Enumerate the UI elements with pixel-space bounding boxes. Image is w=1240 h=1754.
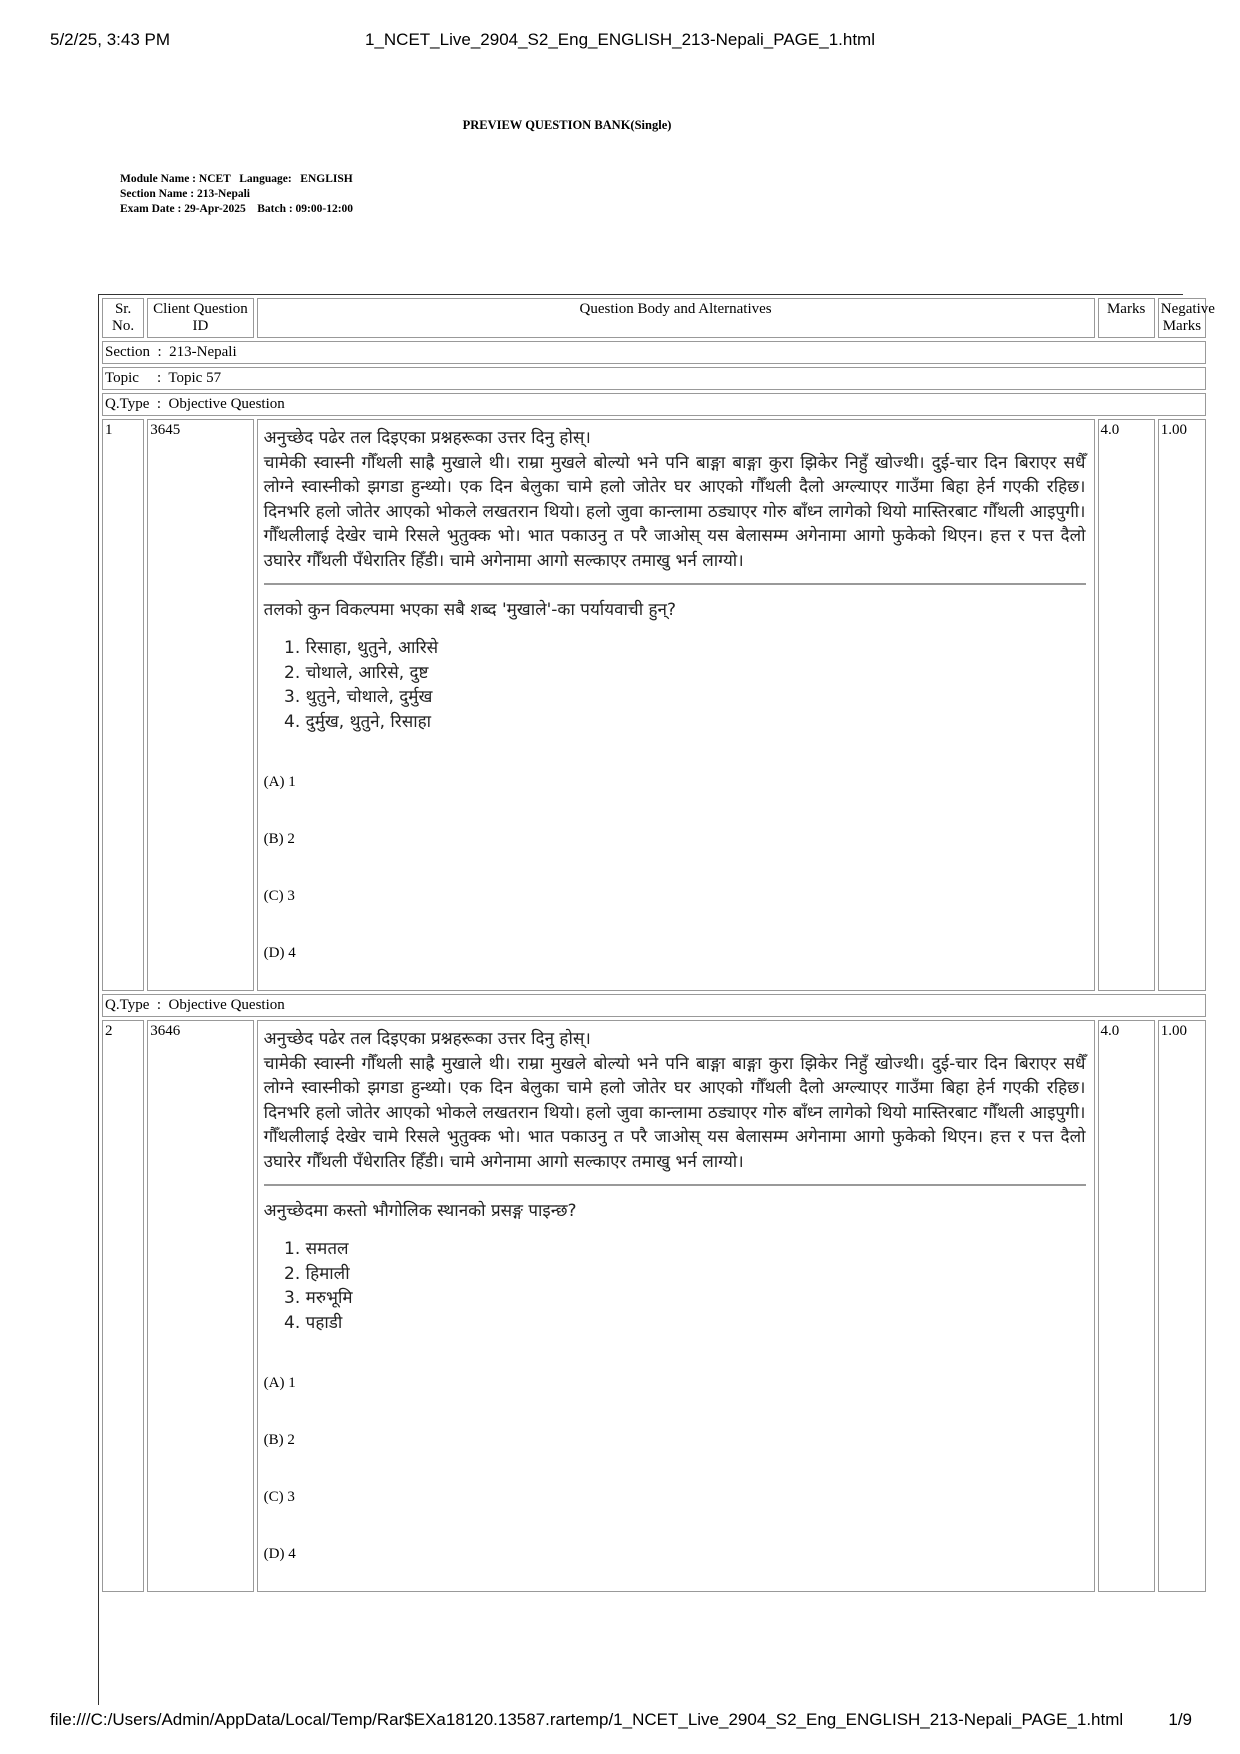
question-body (257, 1020, 1095, 1592)
header-negative-marks: Negative Marks (1158, 298, 1206, 338)
section-label: Section : 213-Nepali (102, 341, 1206, 364)
option-list (264, 636, 1086, 734)
alternative-b: (B) 2 (263, 831, 295, 847)
alternative-d: (D) 4 (263, 945, 296, 961)
question-negative-marks: 1.00 (1158, 419, 1206, 991)
header-client-question-id: Client Question ID (147, 298, 253, 338)
question-client-id: 3646 (147, 1020, 253, 1592)
qtype-row (102, 393, 1206, 416)
question-passage (264, 1027, 1086, 1174)
question-marks: 4.0 (1098, 419, 1155, 991)
header-sr-no: Sr. No. (102, 298, 144, 338)
question-marks: 4.0 (1098, 1020, 1155, 1592)
question-body (257, 419, 1095, 991)
alternative-c: (C) 3 (263, 888, 295, 904)
passage-intro: अनुच्छेद पढेर तल दिइएका प्रश्नहरूका उत्तर दिनु होस्। (263, 428, 591, 448)
header-question-body: Question Body and Alternatives (257, 298, 1095, 338)
qtype-label: Q.Type : Objective Question (102, 393, 1206, 416)
print-datetime: 5/2/25, 3:43 PM (50, 30, 171, 49)
option-item: 1. समतल (306, 1237, 1086, 1262)
divider (264, 583, 1086, 585)
alternative-b: (B) 2 (263, 1432, 295, 1448)
passage-text: चामेकी स्वास्नी गौँथली साह्रै मुखाले थी। राम्रा मुखले बोल्यो भने पनि बाङ्गा बाङ्गा कुरा झिकेर निहुँ खोज्थी। दुई-चार दिन बिराएर सधैँ लोग्ने स्वास्नीको झगडा हुन्थ्यो। एक दिन बेलुका चामे हलो जोतेर घर आएको गौँथली दैलो अग्ल्याएर गाउँमा बिहा हेर्न गएकी रहिछ। दिनभरि हलो जोतेर आएको भोकले लखतरान थियो। हलो जुवा कान्लामा ठड्याएर गोरु बाँध्न लागेको थियो मास्तिरबाट गौँथली आइपुगी। गौँथलीलाई देखेर चामे रिसले भुतुक्क भो। भात पकाउनु त परै जाओस् यस बेलासम्म अगेनामा आगो फुकेको थिएन। हत्त र पत्त दैलो उघारेर गौँथली पँधेरातिर हिँडी। चामे अगेनामा आगो सल्काएर तमाखु भर्न लाग्यो। (263, 1053, 1086, 1172)
option-list (264, 1237, 1086, 1335)
option-item: 1. रिसाहा, थुतुने, आरिसे (306, 636, 1086, 661)
question-stem: तलको कुन विकल्पमा भएका सबै शब्द 'मुखाले'-का पर्यायवाची हुन्? (263, 600, 677, 620)
passage-text: चामेकी स्वास्नी गौँथली साह्रै मुखाले थी। राम्रा मुखले बोल्यो भने पनि बाङ्गा बाङ्गा कुरा झिकेर निहुँ खोज्थी। दुई-चार दिन बिराएर सधैँ लोग्ने स्वास्नीको झगडा हुन्थ्यो। एक दिन बेलुका चामे हलो जोतेर घर आएको गौँथली दैलो अग्ल्याएर गाउँमा बिहा हेर्न गएकी रहिछ। दिनभरि हलो जोतेर आएको भोकले लखतरान थियो। हलो जुवा कान्लामा ठड्याएर गोरु बाँध्न लागेको थियो मास्तिरबाट गौँथली आइपुगी। गौँथलीलाई देखेर चामे रिसले भुतुक्क भो। भात पकाउनु त परै जाओस् यस बेलासम्म अगेनामा आगो फुकेको थिएन। हत्त र पत्त दैलो उघारेर गौँथली पँधेरातिर हिँडी। चामे अगेनामा आगो सल्काएर तमाखु भर्न लाग्यो। (263, 452, 1086, 571)
alternative-c: (C) 3 (263, 1489, 295, 1505)
question-sr-no: 2 (102, 1020, 144, 1592)
question-negative-marks: 1.00 (1158, 1020, 1206, 1592)
question-table-container (98, 294, 1215, 1705)
option-item: 4. दुर्मुख, थुतुने, रिसाहा (306, 710, 1086, 735)
question-row (102, 1020, 1206, 1592)
topic-row (102, 367, 1206, 390)
topic-label: Topic : Topic 57 (102, 367, 1206, 390)
print-file-url: file:///C:/Users/Admin/AppData/Local/Temp/Rar$EXa18120.13587.rartemp/1_NCET_Live_2904_S2_Eng_ENGLISH_213-Nepali_PAGE_1.html (50, 1710, 1124, 1729)
table-header-row (102, 298, 1206, 338)
question-passage (264, 426, 1086, 573)
exam-meta (120, 172, 353, 217)
header-marks: Marks (1098, 298, 1155, 338)
meta-exam-date-batch: Exam Date : 29-Apr-2025 Batch : 09:00-12:00 (120, 203, 354, 215)
meta-module-language: Module Name : NCET Language: ENGLISH (120, 173, 353, 185)
question-client-id: 3645 (147, 419, 253, 991)
qtype-row (102, 994, 1206, 1017)
alternative-a: (A) 1 (263, 1375, 296, 1391)
option-item: 3. थुतुने, चोथाले, दुर्मुख (306, 685, 1086, 710)
question-row (102, 419, 1206, 991)
page-title: PREVIEW QUESTION BANK(Single) (462, 118, 672, 132)
question-stem: अनुच्छेदमा कस्तो भौगोलिक स्थानको प्रसङ्ग पाइन्छ? (263, 1201, 577, 1221)
option-item: 2. चोथाले, आरिसे, दुष्ट (306, 661, 1086, 686)
alternative-a: (A) 1 (263, 774, 296, 790)
option-item: 2. हिमाली (306, 1262, 1086, 1287)
option-item: 4. पहाडी (306, 1311, 1086, 1336)
question-sr-no: 1 (102, 419, 144, 991)
qtype-label: Q.Type : Objective Question (102, 994, 1206, 1017)
alternative-d: (D) 4 (263, 1546, 296, 1562)
divider (264, 1184, 1086, 1186)
section-row (102, 341, 1206, 364)
print-page-number: 1/9 (1168, 1710, 1192, 1729)
print-file-title: 1_NCET_Live_2904_S2_Eng_ENGLISH_213-Nepali_PAGE_1.html (365, 30, 875, 49)
passage-intro: अनुच्छेद पढेर तल दिइएका प्रश्नहरूका उत्तर दिनु होस्। (263, 1029, 591, 1049)
meta-section-name: Section Name : 213-Nepali (120, 188, 250, 200)
option-item: 3. मरुभूमि (306, 1286, 1086, 1311)
question-table (99, 295, 1215, 1595)
